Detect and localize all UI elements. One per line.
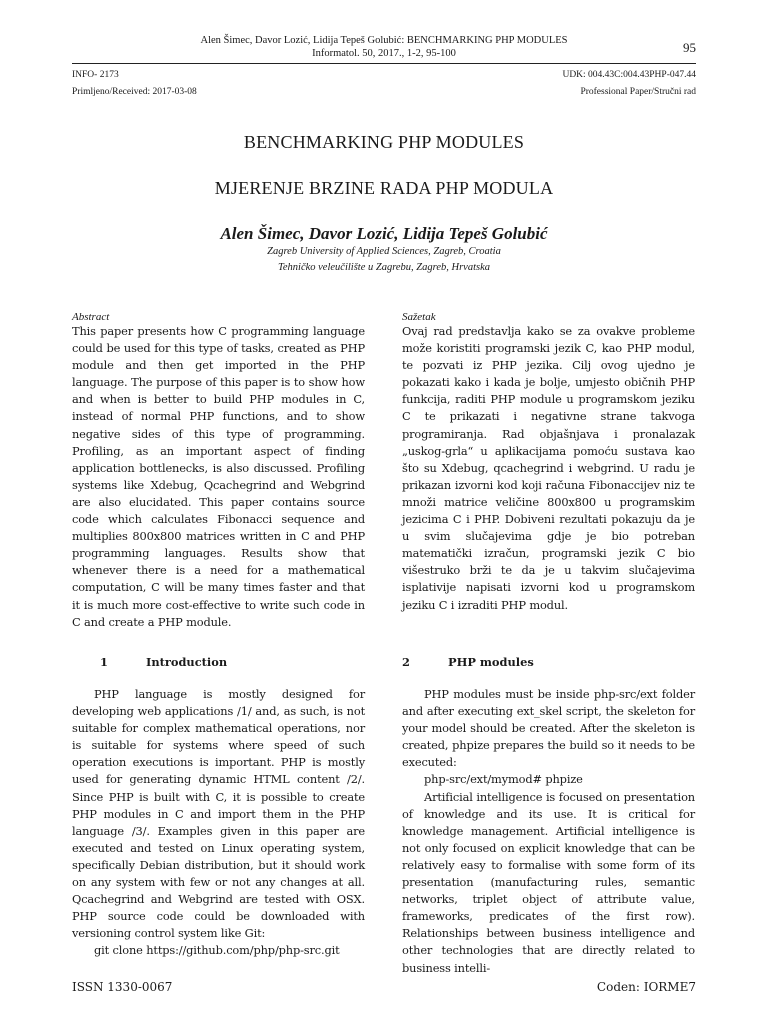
section-number: 2 [402,655,410,669]
sazetak [402,311,695,614]
section-number: 1 [100,655,108,669]
sazetak-text: Ovaj rad predstavlja kako se za ovakve probleme može koristiti programski jezik C, kao PHP modul, te pozvati iz PHP jezika. Cilj ovog ujedno je pokazati kako i kada je bolje, umjesto običnih PHP funkcija, raditi PHP module u programskom jeziku C te prikazati i negativne strane takvoga programiranja. Rad objašnjava i pronalazak „uskog-grla“ u aplikacijama pomoću sustava kao što su Xdebug, qcachegrind i webgrind. U radu je prikazan izvorni kod koji računa Fibonaccijev niz te množi matrice veličine 800x800 u programskim jezicima C i PHP. Dobiveni rezultati pokazuju da je u svim slučajevima gdje je bio potreban matematički izračun, programski jezik C bio višestruko brži te da je u takvim slučajevima isplativije napisati izvorni kod u programskom jeziku C i izraditi PHP modul. [402,324,695,612]
paragraph: Artificial intelligence is focused on presentation of knowledge and its use. It is critical for knowledge management. Artificial intelligence is not only focused on explicit knowledge that can be relatively easy to formalise with some form of its presentation (manufacturing rules, semantic networks, triplet object of attribute value, frameworks, predicates of the first row). Relationships between business intelligence and other technologies that are directly related to business intelli- [402,789,695,975]
received-date: Primljeno/Received: 2017-03-08 [72,87,197,97]
section-title: Introduction [146,655,228,669]
sazetak-label: Sažetak [402,311,436,323]
paragraph: PHP language is mostly designed for developing web applications /1/ and, as such, is not suitable for complex mathematical operations, nor is suitable for systems where speed of such operation executions is important. PHP is mostly used for generating dynamic HTML content /2/. Since PHP is built with C, it is possible to create PHP modules in C and import them in the PHP language /3/. Examples given in this paper are executed and tested on Linux operating system, specifically Debian distribution, but it should work on any system with few or not any changes at all. Qcachegrind and Webgrind are tested with OSX. PHP source code could be downloaded with versioning control system like Git: [72,687,365,941]
header-rule [72,63,696,64]
abstract-text: This paper presents how C programming language could be used for this type of tasks, created as PHP module and then get imported in the PHP language. The purpose of this paper is to show how and when is better to build PHP modules in C, instead of normal PHP functions, and to show negative sides of this type of programming. Profiling, as an important aspect of finding application bottlenecks, is also discussed. Profiling systems like Xdebug, Qcachegrind and Webgrind are also elucidated. This paper contains source code which calculates Fibonacci sequence and multiplies 800x800 matrices written in C and PHP programming languages. Results show that whenever there is a need for a mathematical computation, C will be many times faster and that it is much more cost-effective to write such code in C and create a PHP module. [72,324,365,629]
section-heading-php-modules [402,655,695,669]
affiliation-english: Zagreb University of Applied Sciences, Zagreb, Croatia [267,246,501,257]
php-modules-body [402,686,695,977]
page-number: 95 [683,40,696,55]
info-number: INFO- 2173 [72,70,119,80]
section-heading-introduction [72,655,365,669]
running-head-citation: Informatol. 50, 2017., 1-2, 95-100 [312,48,456,59]
abstract-label: Abstract [72,311,110,323]
abstract [72,311,365,631]
issn: ISSN 1330-0067 [72,980,173,994]
code-line: php-src/ext/mymod# phpize [424,772,583,787]
running-head-authors-title: Alen Šimec, Davor Lozić, Lidija Tepeš Golubić: BENCHMARKING PHP MODULES [200,35,568,46]
paragraph: PHP modules must be inside php-src/ext folder and after executing ext_skel script, the skeleton for your model should be created. After the skeleton is created, phpize prepares the build so it needs to be executed: [402,687,695,770]
title-croatian: MJERENJE BRZINE RADA PHP MODULA [214,178,554,198]
paper-type: Professional Paper/Stručni rad [580,87,696,97]
authors: Alen Šimec, Davor Lozić, Lidija Tepeš Golubić [220,224,548,243]
udk-code: UDK: 004.43C:004.43PHP-047.44 [562,70,696,80]
section-introduction [72,655,365,960]
section-php-modules [402,655,695,977]
title-english: BENCHMARKING PHP MODULES [243,132,525,152]
code-line: git clone https://github.com/php/php-src.git [94,943,340,958]
section-title: PHP modules [448,655,534,669]
introduction-body [72,686,365,960]
running-head [0,34,768,60]
affiliation-croatian: Tehničko veleučilište u Zagrebu, Zagreb, Hrvatska [277,262,490,273]
coden: Coden: IORME7 [596,980,696,994]
